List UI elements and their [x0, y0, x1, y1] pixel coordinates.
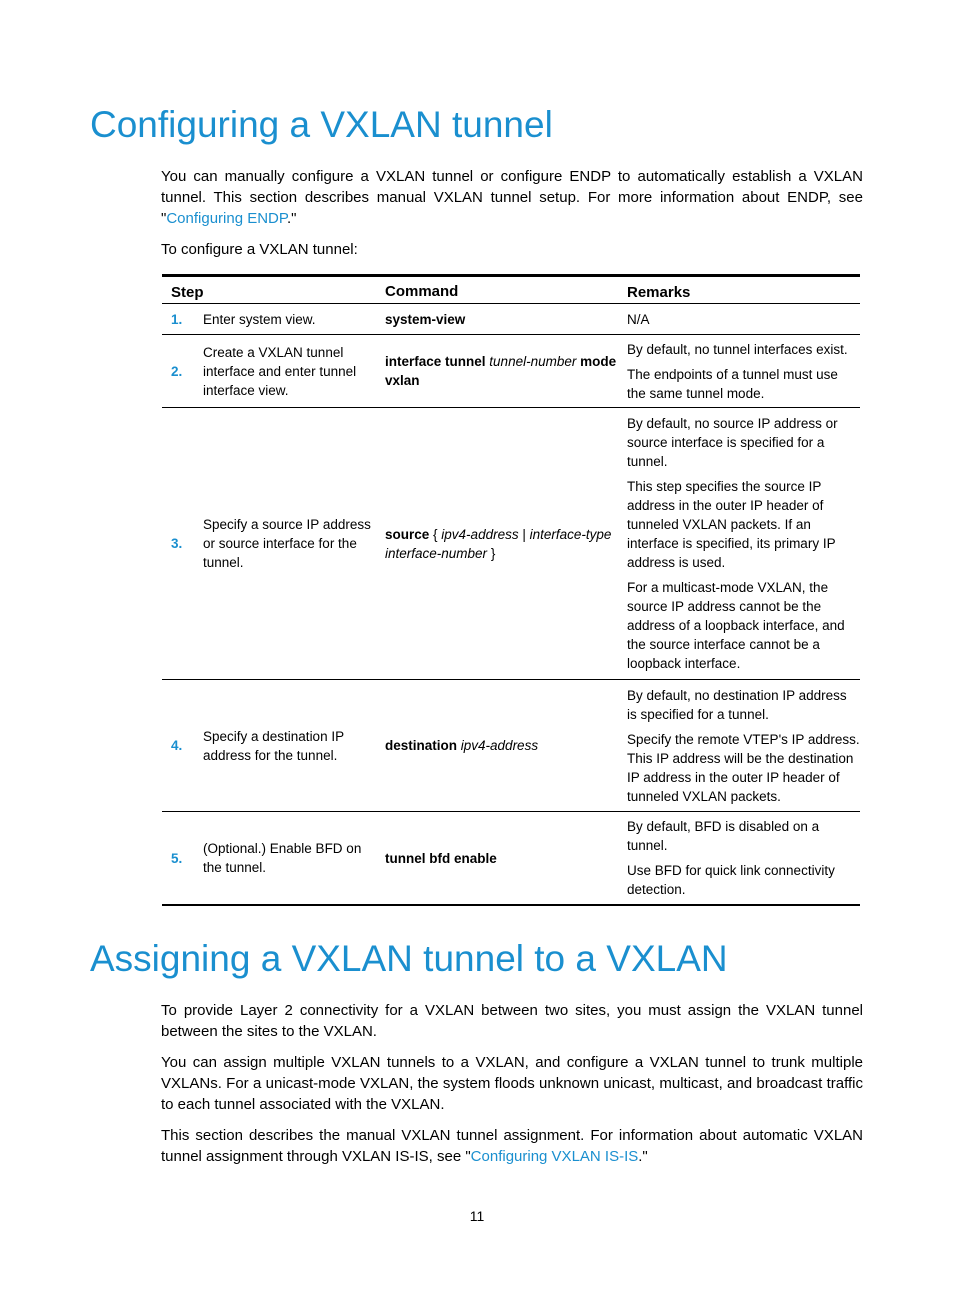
step-description: Specify a destination IP address for the tunnel. — [203, 728, 344, 763]
command-text: destination ipv4-address — [385, 738, 539, 753]
table-row — [162, 304, 860, 335]
step-description: Create a VXLAN tunnel interface and enter tunnel interface view. — [203, 344, 357, 398]
step-number: 2. — [171, 363, 183, 379]
step-number: 4. — [171, 738, 183, 753]
step-number: 1. — [171, 311, 183, 327]
table-row — [162, 335, 860, 408]
table-row — [162, 812, 860, 904]
intro-paragraph — [161, 166, 863, 229]
paragraph-3-text: This section describes the manual VXLAN tunnel assignment. For information about automatic VXLAN tunnel assignment through VXLAN IS-IS, see " — [161, 1127, 863, 1165]
page-number: 11 — [469, 1208, 485, 1224]
step-description: Enter system view. — [203, 311, 316, 327]
remark: This step specifies the source IP address in the outer IP header of tunneled VXLAN packets. If an interface is specified, its primary IP address is used. — [627, 479, 836, 570]
command-text: source { ipv4-address | interface-type interface-number } — [385, 526, 612, 561]
remark: By default, BFD is disabled on a tunnel. — [627, 819, 820, 853]
intro-text: You can manually configure a VXLAN tunnel or configure ENDP to automatically establish a VXLAN tunnel. This section describes manual VXLAN tunnel setup. For more information about ENDP, see " — [161, 168, 863, 227]
header-step: Step — [171, 284, 204, 301]
command-text: system-view — [385, 311, 466, 327]
section-title-configuring-vxlan-tunnel: Configuring a VXLAN tunnel — [90, 104, 553, 145]
command-text: tunnel bfd enable — [385, 850, 497, 866]
table-lead-text: To configure a VXLAN tunnel: — [161, 241, 358, 258]
step-number: 5. — [171, 850, 183, 866]
paragraph-1: To provide Layer 2 connectivity for a VXLAN between two sites, you must assign the VXLAN tunnel between the sites to the VXLAN. — [161, 1002, 863, 1040]
paragraph-3-text-end: ." — [638, 1148, 648, 1165]
remark: The endpoints of a tunnel must use the same tunnel mode. — [627, 366, 838, 401]
command-text: interface tunnel tunnel-number mode vxlan — [385, 354, 617, 388]
link-configuring-endp[interactable]: Configuring ENDP — [166, 210, 287, 227]
section-title-assigning-vxlan-tunnel: Assigning a VXLAN tunnel to a VXLAN — [90, 938, 728, 979]
remark: Specify the remote VTEP's IP address. This IP address will be the destination IP address in the outer IP header of tunneled VXLAN packets. — [627, 731, 860, 804]
remark: N/A — [627, 311, 650, 327]
table-row — [162, 680, 860, 812]
link-configuring-vxlan-isis[interactable]: Configuring VXLAN IS-IS — [470, 1148, 639, 1165]
config-steps-table — [162, 274, 860, 906]
paragraph-2: You can assign multiple VXLAN tunnels to a VXLAN, and configure a VXLAN tunnel to trunk multiple VXLANs. For a unicast-mode VXLAN, the system floods unknown unicast, multicast, and broadcast traffic to each tunnel associated with the VXLAN. — [161, 1054, 863, 1113]
step-number: 3. — [171, 536, 183, 551]
step-description: Specify a source IP address or source interface for the tunnel. — [203, 517, 371, 570]
table-header — [162, 277, 860, 304]
paragraph-3 — [161, 1125, 863, 1167]
remark: For a multicast-mode VXLAN, the source IP address cannot be the address of a loopback interface, and the source interface cannot be a loopback interface. — [627, 580, 845, 671]
header-remarks: Remarks — [627, 284, 691, 301]
remark: By default, no source IP address or source interface is specified for a tunnel. — [627, 416, 838, 469]
intro-text-end: ." — [286, 210, 297, 227]
remark: By default, no tunnel interfaces exist. — [627, 341, 848, 357]
step-description: (Optional.) Enable BFD on the tunnel. — [203, 841, 362, 875]
remark: Use BFD for quick link connectivity detection. — [627, 863, 835, 897]
header-command: Command — [385, 283, 459, 300]
remark: By default, no destination IP address is specified for a tunnel. — [627, 687, 847, 722]
table-row — [162, 408, 860, 680]
